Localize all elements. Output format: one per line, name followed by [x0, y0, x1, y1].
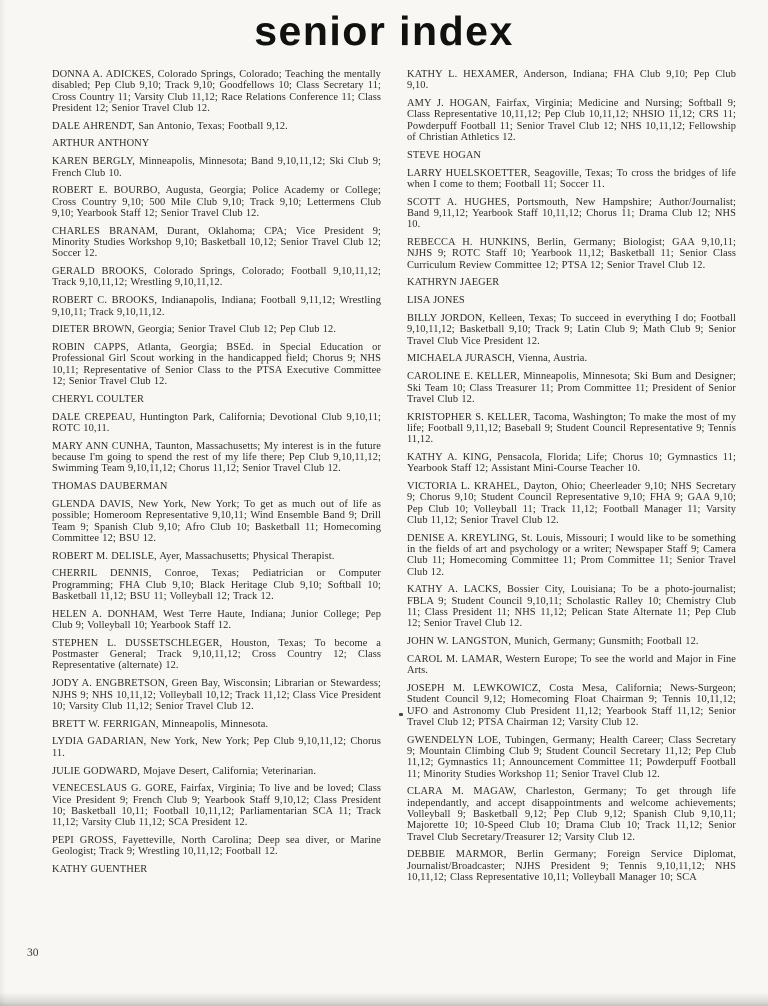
- page-number: 30: [27, 947, 39, 959]
- index-entry: [407, 452, 736, 475]
- index-entry: [52, 324, 381, 335]
- student-name: CAROLINE E. KELLER: [407, 371, 518, 383]
- index-entry: [407, 481, 736, 526]
- entry-details: , Georgia; Senior Travel Club 12; Pep Club 12.: [131, 324, 337, 336]
- student-name: KATHY A. KING: [407, 452, 490, 464]
- entry-details: , Minneapolis, Minnesota; Ski Bum and Designer; Ski Team 10; Class Treasurer 11; Prom Committee 11; President of Senior Travel Club 12.: [407, 371, 736, 405]
- index-entry: [52, 551, 381, 562]
- index-entry: [407, 786, 736, 842]
- entry-details: , Vienna, Austria.: [512, 353, 588, 365]
- index-entry: [52, 864, 381, 875]
- student-name: JOHN W. LANGSTON: [407, 636, 509, 648]
- student-name: STEPHEN L. DUSSETSCHLEGER: [52, 637, 220, 649]
- entry-details: , Anderson, Indiana; FHA Club 9,10; Pep Club 9,10.: [407, 69, 736, 92]
- index-entry: [52, 266, 381, 289]
- entry-details: , Minneapolis, Minnesota.: [155, 718, 269, 730]
- student-name: GWENDELYN LOE: [407, 734, 499, 746]
- index-columns: [52, 69, 736, 890]
- entry-details: , Costa Mesa, California; News-Surgeon; Student Council 9,12; Homecoming Float Chairman 9; Tennis 10,11,12; UFO and Astronomy Club President 11,12; Yearbook Staff 11,12; Senior Travel Club 12; PTSA Chairman 12; Varsity Club 12.: [407, 683, 736, 728]
- index-entry: [407, 636, 736, 647]
- student-name: GERALD BROOKS: [52, 266, 145, 278]
- entry-details: , Colorado Springs, Colorado; Teaching the mentally disabled; Pep Club 9,10; Track 9,10; Goodfellows 10; Class Secretary 11; Cross Country 11; Varsity Club 11,12; Race Relations Conference 11; Class President 12; Senior Travel Club 12.: [52, 69, 381, 114]
- index-entry: [407, 735, 736, 780]
- index-entry: [407, 313, 736, 347]
- index-entry: [52, 441, 381, 475]
- entry-details: , Mojave Desert, California; Veterinarian.: [137, 765, 317, 777]
- entry-details: , Seagoville, Texas; To cross the bridges of life when I come to them; Football 11; Soccer 11.: [407, 167, 736, 190]
- student-name: DONNA A. ADICKES: [52, 69, 152, 80]
- entry-details: , New York, New York; To get as much out of life as possible; Homeroom Representative 9,10,11; Wind Ensemble Band 9; Drill Team 9; Spanish Club 9,10; Afro Club 10; Basketball 11; Homecoming Committee 12; BSU 12.: [52, 498, 382, 544]
- student-name: ROBERT C. BROOKS: [52, 295, 155, 307]
- student-name: THOMAS DAUBERMAN: [52, 481, 168, 493]
- index-column-right: [407, 69, 736, 890]
- index-entry: [52, 736, 381, 759]
- index-entry: [407, 69, 736, 92]
- student-name: KAREN BERGLY: [52, 156, 133, 168]
- student-name: GLENDA DAVIS: [52, 498, 131, 510]
- index-entry: [407, 533, 736, 578]
- index-entry: [407, 295, 736, 306]
- student-name: DIETER BROWN: [52, 324, 132, 336]
- student-name: VENECESLAUS G. GORE: [52, 783, 174, 795]
- index-entry: [52, 226, 381, 260]
- entry-details: , Atlanta, Georgia; BSEd. in Special Education or Professional Girl Scout working in the handicapped field; Chorus 9; NHS 10,11; Representative of Senior Class to the PTSA Executive Committee 12; Senior Travel Club 12.: [52, 342, 382, 388]
- index-entry: [52, 295, 381, 318]
- student-name: KRISTOPHER S. KELLER: [407, 411, 528, 423]
- student-name: DENISE A. KREYLING: [407, 532, 515, 544]
- index-entry: [407, 168, 736, 191]
- entry-details: , Dayton, Ohio; Cheerleader 9,10; NHS Secretary 9; Chorus 9,10; Student Council Representative 9,10; FHA 9; GAA 9,10; Pep Club 10; Volleyball 11; Track 11,12; Football Manager 11; Varsity Club 11,12; Senior Travel Club 12.: [407, 481, 736, 526]
- entry-details: , St. Louis, Missouri; I would like to be something in the fields of art and psychology or a writer; Newspaper Staff 9; Camera Club 11; Homecoming Committee 11; Prom Committee 11; Senior Travel Club 12.: [407, 532, 736, 578]
- student-name: JOSEPH M. LEWKOWICZ: [407, 683, 539, 695]
- student-name: KATHRYN JAEGER: [407, 277, 500, 289]
- entry-details: , Fairfax, Virginia; To live and be loved; Class Vice President 9; French Club 9; Yearbook Staff 9,10,12; Class President 10; Basketball 10,11; Football 10,11,12; Parliamentarian SCA 11; Track 11,12; Varsity Club 11,12; SCA President 12.: [52, 783, 381, 829]
- entry-details: , Minneapolis, Minnesota; Band 9,10,11,12; Ski Club 9; French Club 10.: [52, 156, 381, 179]
- entry-details: , Western Europe; To see the world and Major in Fine Arts.: [407, 653, 736, 677]
- index-entry: [52, 568, 381, 602]
- student-name: PEPI GROSS: [52, 835, 114, 847]
- student-name: ROBERT E. BOURBO: [52, 185, 158, 197]
- student-name: MICHAELA JURASCH: [407, 353, 513, 365]
- index-entry: [52, 121, 381, 132]
- entry-details: , Conroe, Texas; Pediatrician or Computer Programming; FHA Club 9,10; Black Heritage Club 9,10; Softball 10; Basketball 11,12; BSU 11; Volleyball 12; Track 12.: [52, 568, 381, 602]
- entry-details: , Berlin, Germany; Biologist; GAA 9,10,11; NJHS 9; ROTC Staff 10; Yearbook 11,12; Basketball 11; Senior Class Curriculum Review Committee 12; PTSA 12; Senior Travel Club 12.: [407, 237, 736, 271]
- student-name: ROBERT M. DELISLE: [52, 550, 155, 562]
- student-name: DEBBIE MARMOR: [407, 849, 504, 861]
- index-entry: [52, 783, 381, 828]
- entry-details: , Augusta, Georgia; Police Academy or College; Cross Country 9,10; 500 Mile Club 9,10; Track 9,10; Lettermens Club 9,10; Yearbook Staff 12; Senior Travel Club 12.: [52, 185, 381, 219]
- entry-details: , Portsmouth, New Hampshire; Author/Journalist; Band 9,11,12; Yearbook Staff 10,11,12; Chorus 11; Drama Club 12; NHS 10.: [407, 196, 736, 231]
- student-name: LYDIA GADARIAN: [52, 736, 144, 748]
- index-entry: [52, 678, 381, 712]
- entry-details: , Fairfax, Virginia; Medicine and Nursing; Softball 9; Class Representative 10,11,12; Pep Club 10,11,12; NHSIO 11,12; CRS 11; Powderpuff Football 11; Senior Travel Club 12; NHS 10,11,12; Fellowship of Christian Athletics 12.: [407, 98, 737, 143]
- student-name: SCOTT A. HUGHES: [407, 196, 507, 208]
- student-name: HELEN A. DONHAM: [52, 608, 155, 620]
- index-entry: [52, 394, 381, 405]
- index-entry: [407, 237, 736, 271]
- student-name: REBECCA H. HUNKINS: [407, 237, 528, 249]
- entry-details: , Tubingen, Germany; Health Career; Class Secretary 9; Mountain Climbing Club 9; Student Council Secretary 11,12; Pep Club 11,12; Gymnastics 11; Announcement Committee 11; Powderpuff Football 11; Minority Studies Workshop 11; Senior Travel Club 12.: [407, 734, 736, 780]
- index-entry: [407, 654, 736, 677]
- entry-details: , Bossier City, Louisiana; To be a photo-journalist; FBLA 9; Student Council 9,10,11; Scholastic Ralley 10; Chemistry Club 11; Class President 11; NHS 11,12; Pelican State Alternate 11; Pep Club 12; Senior Travel Club 12.: [407, 584, 736, 630]
- student-name: ROBIN CAPPS: [52, 342, 127, 354]
- student-name: CHERYL COULTER: [52, 393, 145, 405]
- student-name: DALE AHRENDT: [52, 120, 133, 132]
- student-name: KATHY A. LACKS: [407, 584, 499, 596]
- index-entry: [52, 835, 381, 858]
- index-entry: [52, 499, 381, 544]
- index-entry: [407, 98, 736, 143]
- student-name: CHARLES BRANAM: [52, 225, 156, 237]
- student-name: VICTORIA L. KRAHEL: [407, 481, 517, 493]
- student-name: STEVE HOGAN: [407, 149, 482, 161]
- student-name: KATHY L. HEXAMER: [407, 69, 516, 80]
- page-title: senior index: [254, 8, 514, 54]
- index-entry: [52, 138, 381, 149]
- entry-details: , Indianapolis, Indiana; Football 9,11,12; Wrestling 9,10,11; Track 9,10,11,12.: [52, 295, 381, 318]
- entry-details: , Munich, Germany; Gunsmith; Football 12.: [508, 636, 699, 648]
- index-entry: [52, 69, 381, 114]
- student-name: JODY A. ENGBRETSON: [52, 678, 166, 690]
- student-name: ARTHUR ANTHONY: [52, 138, 150, 150]
- student-name: DALE CREPEAU: [52, 411, 133, 423]
- entry-details: , West Terre Haute, Indiana; Junior College; Pep Club 9; Volleyball 10; Yearbook Staff 12.: [52, 608, 381, 632]
- index-entry: [52, 766, 381, 777]
- stray-print-mark: [399, 713, 403, 716]
- entry-details: , Fayetteville, North Carolina; Deep sea diver, or Marine Geologist; Track 9; Wrestling 10,11,12; Football 12.: [52, 835, 382, 858]
- entry-details: , Green Bay, Wisconsin; Librarian or Stewardess; NJHS 9; NHS 10,11,12; Volleyball 10,12; Track 11,12; Class Vice President 10; Varsity Club 11,12; Senior Travel Club 12.: [52, 678, 381, 712]
- index-entry: [407, 371, 736, 405]
- entry-details: , Houston, Texas; To become a Postmaster General; Track 9,10,11,12; Cross Country 12; Class Representative (alternate) 12.: [52, 637, 381, 672]
- entry-details: , New York, New York; Pep Club 9,10,11,12; Chorus 11.: [52, 736, 381, 759]
- entry-details: , Charleston, Germany; To get through life independantly, and accept disappointments and welcome achievements; Volleyball 9; Basketball 9,12; Pep Club 9,12; Spanish Club 9,10,11; Majorette 10; 10-Speed Club 10; Drama Club 10; Track 11,12; Senior Travel Club Secretary/Treasurer 12; Varsity Club 12.: [407, 786, 736, 843]
- entry-details: , San Antonio, Texas; Football 9,12.: [132, 120, 288, 132]
- index-entry: [407, 197, 736, 231]
- index-entry: [52, 609, 381, 632]
- entry-details: , Durant, Oklahoma; CPA; Vice President 9; Minority Studies Workshop 9,10; Basketball 10,12; Senior Travel Club 12; Soccer 12.: [52, 225, 381, 260]
- student-name: MARY ANN CUNHA: [52, 440, 150, 452]
- entry-details: , Taunton, Massachusetts; My interest is in the future because I'm going to spend the rest of my life there; Pep Club 9,10,11,12; Swimming Team 9,10,11,12; Chorus 11,12; Senior Travel Club 12.: [52, 440, 381, 475]
- index-entry: [407, 412, 736, 446]
- index-entry: [407, 150, 736, 161]
- index-entry: [407, 849, 736, 883]
- index-entry: [52, 638, 381, 672]
- student-name: JULIE GODWARD: [52, 765, 138, 777]
- entry-details: , Kelleen, Texas; To succeed in everything I do; Football 9,10,11,12; Basketball 9,10; Track 9; Latin Club 9; Math Club 9; Senior Travel Club Vice President 12.: [407, 313, 736, 347]
- entry-details: , Huntington Park, California; Devotional Club 9,10,11; ROTC 10,11.: [52, 411, 381, 434]
- entry-details: , Berlin Germany; Foreign Service Diplomat, Journalist/Broadcaster; NJHS President 9; Tennis 9,10,11,12; NHS 10,11,12; Class Representative 10,11; Volleyball Manager 10; SCA: [407, 849, 737, 884]
- index-entry: [407, 683, 736, 728]
- index-entry: [407, 584, 736, 629]
- index-entry: [52, 412, 381, 435]
- student-name: BILLY JORDON: [407, 313, 483, 325]
- student-name: AMY J. HOGAN: [407, 98, 488, 110]
- entry-details: , Colorado Springs, Colorado; Football 9,10,11,12; Track 9,10,11,12; Wrestling 9,10,11,12.: [52, 266, 382, 289]
- student-name: CLARA M. MAGAW: [407, 786, 514, 798]
- index-column-left: [52, 69, 381, 890]
- index-entry: [52, 185, 381, 219]
- index-entry: [52, 156, 381, 179]
- index-entry: [407, 353, 736, 364]
- entry-details: , Tacoma, Washington; To make the most of my life; Football 9,11,12; Baseball 9; Student Council Representative 9; Tennis 11,12.: [407, 411, 736, 446]
- entry-details: , Pensacola, Florida; Life; Chorus 10; Gymnastics 11; Yearbook Staff 12; Assistant Mini-Course Teacher 10.: [407, 452, 736, 475]
- student-name: LARRY HUELSKOETTER: [407, 167, 528, 179]
- index-entry: [407, 277, 736, 288]
- index-entry: [52, 719, 381, 730]
- student-name: CAROL M. LAMAR: [407, 653, 500, 665]
- student-name: BRETT W. FERRIGAN: [52, 718, 156, 730]
- student-name: CHERRIL DENNIS: [52, 568, 149, 580]
- entry-details: , Ayer, Massachusetts; Physical Therapist.: [154, 550, 335, 562]
- index-entry: [52, 481, 381, 492]
- index-entry: [52, 342, 381, 387]
- student-name: KATHY GUENTHER: [52, 864, 148, 876]
- student-name: LISA JONES: [407, 295, 465, 307]
